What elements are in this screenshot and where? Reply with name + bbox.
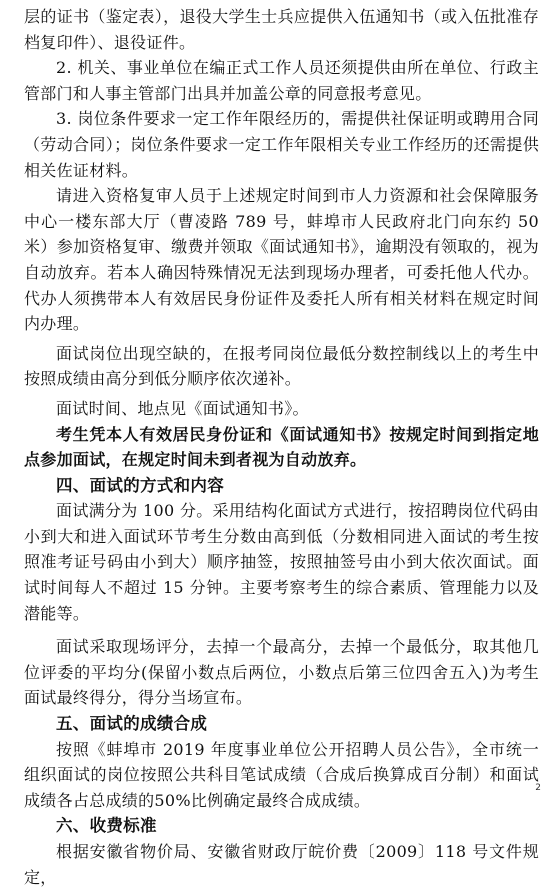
paragraph-interview-attendance: 考生凭本人有效居民身份证和《面试通知书》按规定时间到指定地点参加面试，在规定时间未到者视为自动放弃。 <box>24 424 539 470</box>
paragraph-item-2: 2. 机关、事业单位在编正式工作人员还须提供由所在单位、行政主管部门和人事主管部门出具并加盖公章的同意报考意见。 <box>24 58 539 103</box>
section-heading-6: 六、收费标准 <box>56 816 157 836</box>
paragraph-interview-method: 面试满分为 100 分。采用结构化面试方式进行，按招聘岗位代码由小到大和进入面试环节考生分数由高到低（分数相同进入面试的考生按照准考证号码由小到大）顺序抽签，按照抽签号由小到大依次面试。面试时间每人不超过 15 分钟。主要考察考生的综合素质、管理能力以及潜能等。 <box>24 501 539 623</box>
paragraph-veteran-certificate: 层的证书（鉴定表），退役大学生士兵应提供入伍通知书（或入伍批准存档复印件）、退役证件。 <box>24 7 539 52</box>
section-heading-5: 五、面试的成绩合成 <box>56 714 208 734</box>
paragraph-scoring: 面试采取现场评分，去掉一个最高分，去掉一个最低分，取其他几位评委的平均分(保留小数点后两位，小数点后第三位四舍五入)为考生面试最终得分，得分当场宣布。 <box>24 637 539 708</box>
paragraph-fee-standard: 根据安徽省物价局、安徽省财政厅皖价费〔2009〕118 号文件规定， <box>24 842 539 887</box>
paragraph-review-location: 请进入资格复审人员于上述规定时间到市人力资源和社会保障服务中心一楼东部大厅（曹凌路 789 号，蚌埠市人民政府北门向东约 50 米）参加资格复审、缴费并领取《面试通知书》，逾期没有领取的，视为自动放弃。若本人确因特殊情况无法到现场办理者，可委托他人代办。代办人须携带本人有效居民身份证件及委托人所有相关材料在规定时间内办理。 <box>24 186 539 334</box>
page-number: 2 <box>535 783 541 793</box>
document-body <box>24 4 539 890</box>
paragraph-score-composition: 按照《蚌埠市 2019 年度事业单位公开招聘人员公告》，全市统一组织面试的岗位按照公共科目笔试成绩（合成后换算成百分制）和面试成绩各占总成绩的50%比例确定最终合成成绩。 <box>24 739 539 810</box>
section-heading-4: 四、面试的方式和内容 <box>56 475 224 495</box>
paragraph-interview-time: 面试时间、地点见《面试通知书》。 <box>56 398 309 418</box>
paragraph-vacancy-fill: 面试岗位出现空缺的，在报考同岗位最低分数控制线以上的考生中按照成绩由高分到低分顺序依次递补。 <box>24 343 539 389</box>
paragraph-item-3: 3. 岗位条件要求一定工作年限经历的，需提供社保证明或聘用合同（劳动合同）；岗位条件要求一定工作年限相关专业工作经历的还需提供相关佐证材料。 <box>24 109 539 180</box>
